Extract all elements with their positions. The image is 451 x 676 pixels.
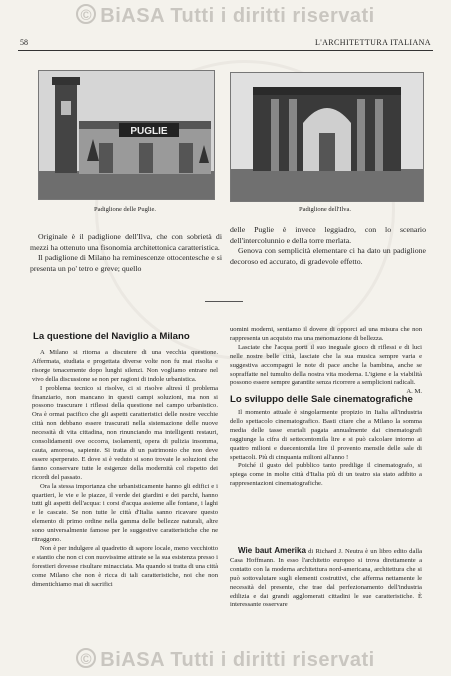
photo-padiglione-puglie: [38, 70, 215, 200]
photo-caption: Padiglione delle Puglie.: [94, 206, 156, 213]
paragraph: [230, 547, 422, 610]
paragraph: Poiché il gusto del pubblico tanto predilige il cinematografo, si spiega come in molte città d'Italia più di un teatro sia stato adibito a rappresentazioni cinematografiche.: [230, 462, 422, 488]
book-review-text: è un libro edito dalla Casa Hoffmann. In esso l'architetto europeo si trova direttamente a contatto con la moderna architettura nord-americana, architettura che si può sottovalutare sugli elementi costruttivi, che afferma nettamente le necessità del presente, che trae dal perfezionamento dell'industria edilizia e dai grandi agglomerati cittadini le sue caratteristiche. È interessante osservare: [230, 548, 422, 609]
copyright-icon: ©: [76, 4, 96, 24]
watermark-top: © BiASA Tutti i diritti riservati: [0, 4, 451, 28]
copyright-icon: ©: [76, 648, 96, 668]
article-body-naviglio: [32, 349, 218, 589]
paragraph: Il padiglione di Milano ha reminescenze ottocentesche e si presenta un po' tetro e greve; quello: [30, 253, 222, 273]
article-body-naviglio-continued: [230, 326, 422, 397]
paragraph: Lasciate che l'acqua porti il suo ineguale gioco di riflessi e di luci nelle nostre belle città, lasciate che la sua musica sempre varia e suggestiva accompagni le note di pace anche la bambina, anche se sopraffatte nel tumulto della nostra vita moderna. L'igiene e la viabilità possono essere sempre garantite senza ricorrere a semplicioni radicali.: [230, 343, 422, 387]
article-title: La questione del Naviglio a Milano: [33, 331, 190, 342]
paragraph: Ora la stessa importanza che urbanisticamente hanno gli edifici e i quartieri, le vie e le piazze, il verde dei giardini e dei parchi, hanno tutti gli aspetti dell'acqua: i corsi d'acqua assieme alle fontane, i laghi e le cascate. Se non tutte le città d'Italia sanno ricavare questo elemento di primo ordine nella gamma delle bellezze naturali, altre sono universalmente famose per le suggestive caratteristiche che ne ritraggono.: [32, 482, 218, 544]
photo-padiglione-ilva: [230, 72, 424, 202]
journal-title: L'ARCHITETTURA ITALIANA: [315, 38, 431, 47]
author-signature: A. M.: [406, 388, 422, 396]
paragraph: delle Puglie è invece leggiadro, con lo scenario dell'intercolunnio e della torre merlata.: [230, 225, 426, 245]
page-number: 58: [20, 38, 28, 47]
paragraph: Originale è il padiglione dell'Ilva, che con sobrietà di mezzi ha ottenuto una fisonomia architettonica caratteristica.: [30, 232, 222, 252]
book-author: di Richard J. Neutra: [308, 548, 363, 555]
paragraph: Genova con semplicità elementare ci ha dato un padiglione decoroso ed accurato, di gradevole effetto.: [230, 246, 426, 266]
paragraph: Non è per indulgere al quadretto di sapore locale, meno vecchiotto e stantio che non ci con nuovissime attirate se la sua esistenza presso i forestieri dovesse risultare minacciata. Ma quando si tratta di una città come Milano che non è ricca di tali caratteristiche, noi che non dimentichiamo mai di sacrifici: [32, 544, 218, 588]
intro-left-column: [30, 232, 222, 274]
section-divider: [205, 301, 243, 302]
watermark-bottom: © BiASA Tutti i diritti riservati: [0, 648, 451, 672]
article-body-wie-baut-amerika: [230, 547, 422, 610]
paragraph: I problema tecnico si risolve, ci si risolve altresì il problema finanziario, non mancano in questi campi soluzioni, ma non si possono trascurare i riflessi della questione nel campo urbanistico. Ora è ormai pacifico che gli aspetti caratteristici delle nostre vecchie città non debbano essere trascurati nella sistemazione delle nuove necessità di vita cittadina, non rinunciando ma intelligenti restauri, consolidamenti ove occorra, isolamenti, opera di pulizia insomma, cauta, amorosa, sapiente. Si tratta di un patrimonio che non deve essere sperperato. E dove si è veduto si sono trovate le soluzioni che fanno conservare tutte le esigenze della modernità col rispetto dei ricordi del passato.: [32, 384, 218, 481]
paragraph: uomini moderni, sentiamo il dovere di opporci ad una misura che non rappresenta un acquisto ma una menomazione di bellezza.: [230, 326, 422, 342]
intro-right-column: [230, 225, 426, 267]
article-title: Lo sviluppo delle Sale cinematografiche: [230, 394, 413, 405]
article-body-cinema: [230, 409, 422, 489]
photo-sign-text: PUGLIE: [130, 126, 168, 137]
running-header: [18, 36, 433, 51]
photo-caption: Padiglione dell'Ilva.: [298, 206, 352, 213]
paragraph: A Milano si ritorna a discutere di una vecchia questione. Affermata, studiata e progettata diverse volte non fu mai risolta e risorge tenacemente dopo lunghi silenzi. Non vogliamo entrare nel vivo della discussione se non per ragioni di indole urbanistica.: [32, 349, 218, 383]
book-title: Wie baut Amerika: [238, 546, 306, 555]
paragraph: Il momento attuale è singolarmente propizio in Italia all'industria dello spettacolo cinematografico. Basti citare che a Milano la somma media delle tasse erariali pagata annualmente dai cinematografi raggiunge la cifra di settecentomila lire e si può calcolare intorno ai quattro milioni e duecentomila lire il provento mensile delle sale di spettacoli. Più di cinquanta milioni all'anno !: [230, 409, 422, 461]
